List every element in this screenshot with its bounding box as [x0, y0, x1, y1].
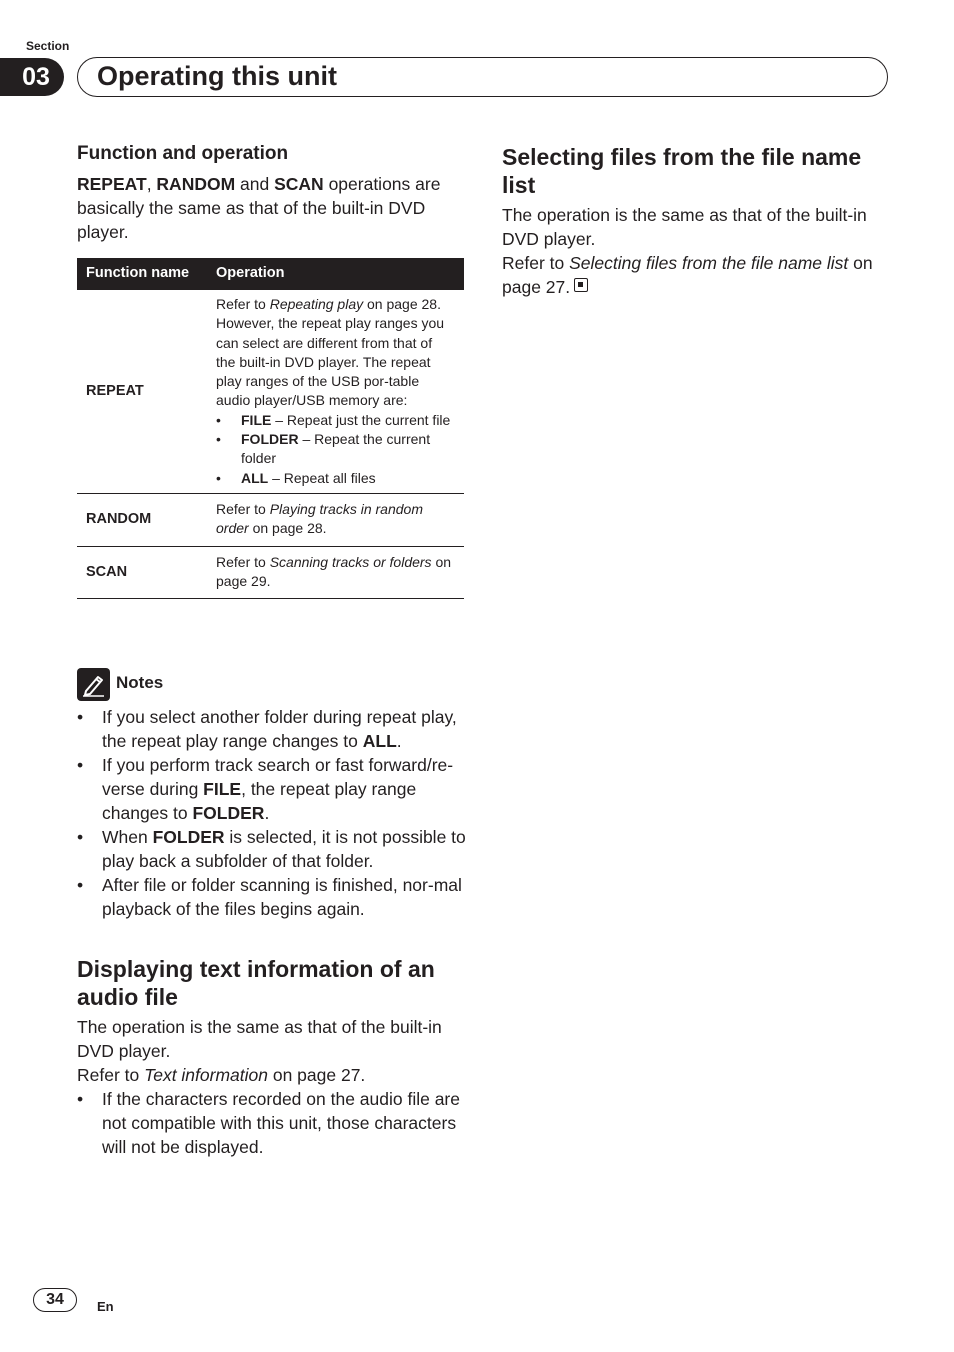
language-label: En — [97, 1299, 114, 1314]
table-row — [77, 290, 464, 493]
section-number-badge: 03 — [0, 58, 64, 96]
list-item: • If the characters recorded on the audio file are not compatible with this unit, those characters will not be displayed. — [77, 1087, 467, 1159]
column-header-operation: Operation — [207, 258, 464, 290]
operation-cell: Refer to Scanning tracks or folders on page 29. — [207, 546, 464, 599]
function-table — [77, 258, 464, 599]
function-name-cell: SCAN — [77, 546, 207, 599]
displaying-text-body: The operation is the same as that of the built-in DVD player. Refer to Text information on page 27. • If the characters recorded on the audio file are not compatible with this unit, those characters will not be displayed. — [77, 1015, 467, 1159]
pencil-note-icon — [77, 668, 110, 701]
table-header-row — [77, 258, 464, 290]
list-item: • After file or folder scanning is finished, nor-mal playback of the files begins again. — [77, 873, 467, 921]
page-title: Operating this unit — [97, 61, 337, 91]
list-item: • If you select another folder during repeat play, the repeat play range changes to ALL. — [77, 705, 467, 753]
displaying-bullets — [77, 1087, 467, 1159]
operation-cell: Refer to Repeating play on page 28. However, the repeat play ranges you can select are different from that of the built-in DVD player. The repeat play ranges of the USB por-table audio player/USB memory are: • FILE – Repeat just the current file • FOLDER – Repeat the current folder • ALL – Repeat all files — [207, 290, 464, 493]
page-number: 34 — [33, 1288, 77, 1312]
list-item: • FILE – Repeat just the current file — [216, 411, 455, 430]
notes-list — [77, 705, 467, 921]
section-label: Section — [26, 39, 70, 53]
displaying-text-heading: Displaying text information of an audio file — [77, 956, 435, 1010]
list-item: • FOLDER – Repeat the current folder — [216, 430, 455, 469]
list-item: • ALL – Repeat all files — [216, 469, 455, 488]
function-operation-heading: Function and operation — [77, 143, 289, 164]
repeat-range-list — [216, 411, 455, 488]
list-item: • If you perform track search or fast forward/re-verse during FILE, the repeat play range changes to FOLDER. — [77, 753, 467, 825]
selecting-files-heading: Selecting files from the file name list — [502, 144, 862, 198]
function-operation-intro: REPEAT, RANDOM and SCAN operations are basically the same as that of the built-in DVD player. — [77, 174, 441, 242]
function-name-cell: REPEAT — [77, 290, 207, 493]
column-header-function-name: Function name — [77, 258, 207, 290]
selecting-files-body: The operation is the same as that of the built-in DVD player. Refer to Selecting files from the file name list on page 27. — [502, 205, 873, 297]
end-of-section-icon — [574, 278, 588, 292]
operation-cell: Refer to Playing tracks in random order on page 28. — [207, 493, 464, 546]
list-item: • When FOLDER is selected, it is not possible to play back a subfolder of that folder. — [77, 825, 467, 873]
table-row — [77, 546, 464, 599]
notes-heading: Notes — [116, 673, 164, 692]
table-row — [77, 493, 464, 546]
function-name-cell: RANDOM — [77, 493, 207, 546]
